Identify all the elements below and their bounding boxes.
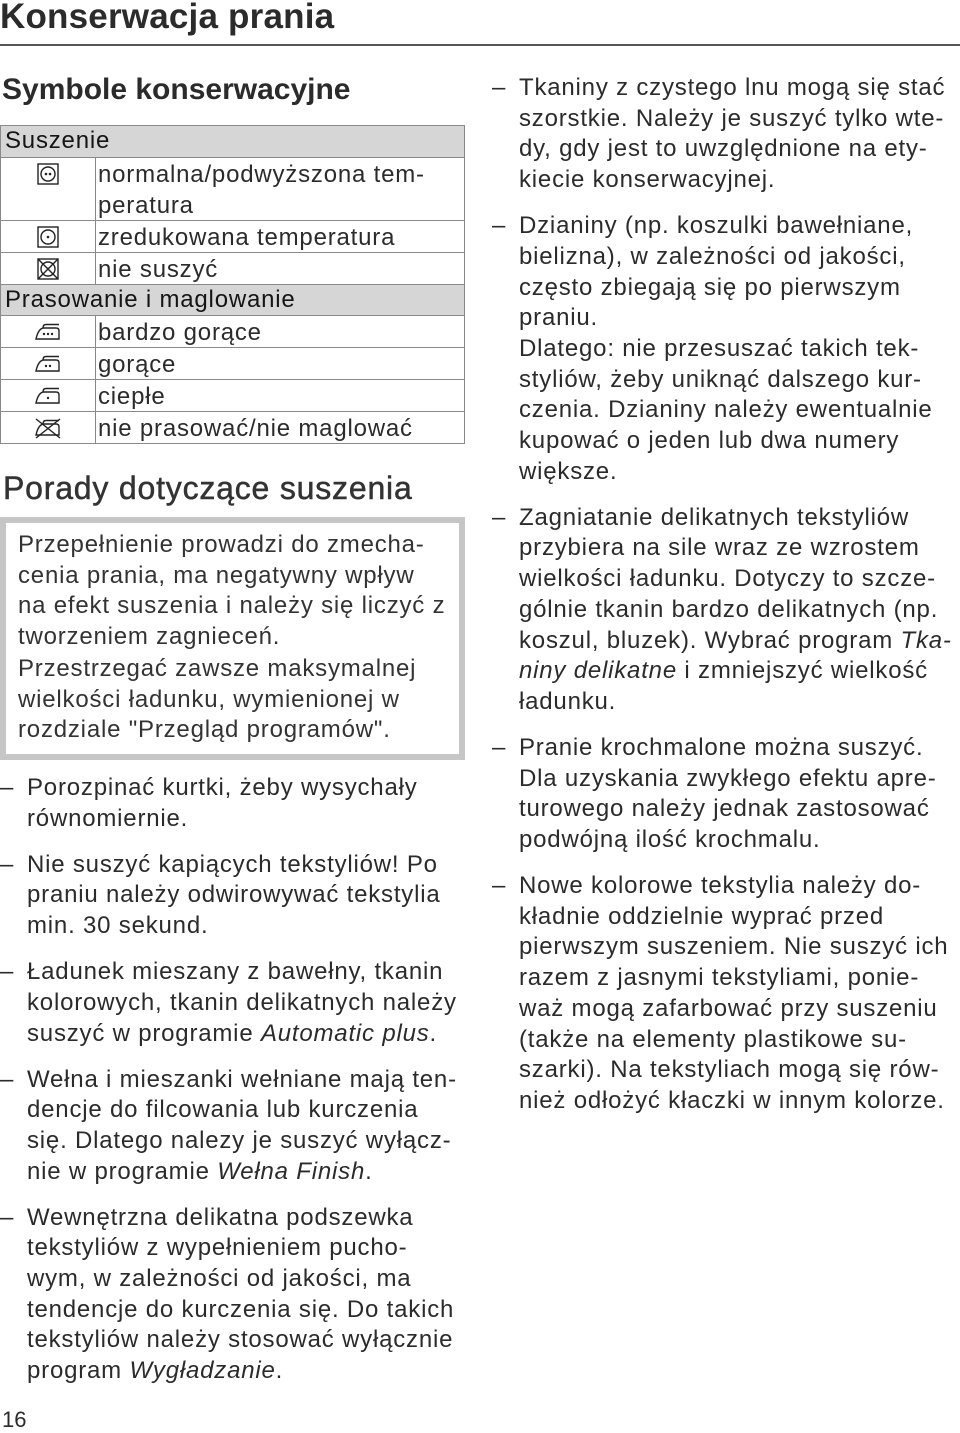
text-line: Porozpinać kurtki, żeby wysychały — [27, 774, 418, 801]
symbol-description — [96, 221, 395, 252]
text-line: Nie suszyć kapiących tekstyliów! Po — [27, 850, 438, 878]
tip-paragraph — [27, 1203, 454, 1387]
symbol-group-header — [1, 126, 464, 157]
tip-text — [27, 957, 457, 1049]
symbol-description — [96, 316, 262, 347]
symbol-description — [96, 380, 166, 411]
notice-line: cenia prania, ma negatywny wpływ — [18, 561, 415, 589]
tip-paragraph — [27, 1065, 457, 1188]
drying-tips-list-left — [0, 773, 482, 1402]
symbol-row — [1, 315, 464, 347]
tip-item — [0, 850, 482, 942]
text-line: Nowe kolorowe tekstylia należy do- — [519, 872, 922, 900]
do-not-tumble-dry-icon — [1, 253, 96, 284]
text-line: Dla uzyskania zwykłego efektu apre- — [519, 764, 937, 792]
notice-paragraph — [18, 530, 451, 653]
text-line: Dzianiny (np. koszulki bawełniane, — [519, 212, 914, 240]
symbol-description-line: normalna/podwyższona tem- — [98, 161, 425, 188]
text-line: Wewnętrzna delikatna podszewka — [27, 1203, 414, 1231]
tip-item — [0, 957, 482, 1049]
page-title: Konserwacja prania — [0, 0, 335, 36]
text-line: bielizna), w zależności od jakości, — [519, 242, 906, 270]
text-line — [27, 1157, 457, 1188]
text-line: przybiera na sile wraz ze wzrostem — [519, 534, 920, 562]
text-line: dy, gdy jest to uwzględnione na ety- — [519, 135, 928, 163]
text-segment: i zmniejszyć wielkość — [676, 657, 928, 685]
text-line: razem z jasnymi tekstyliami, ponie- — [519, 964, 920, 992]
notice-line: wielkości ładunku, wymienionej w — [18, 685, 400, 713]
dash-bullet: – — [0, 1203, 15, 1231]
tip-paragraph — [519, 503, 952, 718]
text-line: podwójną ilość krochmalu. — [519, 826, 821, 854]
tip-paragraph — [519, 73, 945, 196]
tip-paragraph — [27, 773, 418, 834]
text-line: wym, w zależności od jakości, ma — [27, 1265, 412, 1293]
text-line: szarki). Na tekstyliach mogą się rów- — [519, 1056, 940, 1084]
notice-line: tworzeniem zagnieceń. — [18, 623, 281, 651]
tip-paragraph — [519, 733, 937, 856]
iron-low-icon — [1, 380, 96, 411]
text-line: większe. — [519, 457, 618, 485]
dash-bullet: – — [492, 74, 507, 101]
symbol-group-title: Suszenie — [5, 127, 111, 154]
text-line: Pranie krochmalone można suszyć. — [519, 733, 924, 761]
tumble-dry-normal-icon — [1, 158, 96, 220]
text-line: tendencje do kurczenia się. Do takich — [27, 1295, 455, 1323]
text-line: styliów, żeby uniknąć dalszego kur- — [519, 365, 922, 393]
text-segment: . — [365, 1157, 373, 1185]
text-line: czenia. Dzianiny należy ewentualnie — [519, 396, 933, 424]
emphasized-text: Wełna Finish — [217, 1157, 366, 1185]
notice-line: na efekt suszenia i należy się liczyć z — [18, 592, 446, 620]
text-line: kolorowych, tkanin delikatnych należy — [27, 988, 457, 1016]
text-line: waż mogą zafarbować przy suszeniu — [519, 994, 938, 1022]
tip-text — [27, 850, 441, 942]
emphasized-text: Tka- — [900, 626, 952, 654]
dash-bullet: – — [492, 503, 507, 531]
symbol-description-line: nie suszyć — [98, 256, 219, 283]
emphasized-text: niny delikatne — [519, 657, 677, 685]
tip-item — [492, 733, 960, 856]
page-number: 16 — [2, 1407, 27, 1432]
tip-text — [519, 871, 948, 1117]
title-divider — [0, 44, 960, 46]
tip-item — [492, 211, 960, 487]
text-line — [519, 656, 952, 687]
text-line — [27, 1019, 457, 1050]
text-line: gólnie tkanin bardzo delikatnych (np. — [519, 595, 939, 623]
emphasized-text: Automatic plus — [260, 1019, 430, 1047]
text-line: się. Dlatego nalezy je suszyć wyłącz- — [27, 1126, 452, 1154]
text-line: Ładunek mieszany z bawełny, tkanin — [27, 958, 444, 986]
care-symbols-table — [0, 125, 465, 444]
tip-text — [27, 1203, 454, 1387]
symbol-description-line: nie prasować/nie maglować — [98, 415, 413, 442]
tip-paragraph — [27, 957, 457, 1049]
text-line: wielkości ładunku. Dotyczy to szcze- — [519, 565, 936, 593]
text-line: Zagniatanie delikatnych tekstyliów — [519, 503, 910, 531]
tip-item — [492, 871, 960, 1117]
iron-medium-icon — [1, 348, 96, 379]
symbol-description — [96, 348, 176, 379]
text-segment: . — [275, 1357, 284, 1385]
do-not-iron-icon — [1, 412, 96, 443]
tip-item — [492, 73, 960, 196]
tip-item — [0, 1065, 482, 1188]
text-line: Tkaniny z czystego lnu mogą się stać — [519, 74, 946, 101]
dash-bullet: – — [0, 850, 15, 878]
tip-paragraph — [519, 871, 948, 1117]
drying-tips-list-right — [492, 73, 960, 1132]
symbol-row — [1, 220, 464, 252]
text-line: (także na elementy plastikowe su- — [519, 1025, 907, 1053]
text-line: ładunku. — [519, 687, 617, 715]
text-line: praniu. — [519, 304, 598, 332]
tip-paragraph — [27, 850, 441, 942]
overload-notice-box — [0, 517, 465, 760]
tip-item — [0, 773, 482, 834]
tip-text — [27, 773, 418, 834]
symbol-group-title: Prasowanie i maglowanie — [5, 286, 296, 313]
symbol-description — [96, 158, 425, 220]
text-line — [27, 1356, 454, 1387]
text-line: szorstkie. Należy je suszyć tylko wte- — [519, 104, 945, 132]
text-line — [519, 626, 952, 657]
symbol-description-line: ciepłe — [98, 383, 166, 410]
tip-text — [519, 211, 933, 487]
tumble-dry-reduced-icon — [1, 221, 96, 252]
symbol-row — [1, 252, 464, 284]
notice-line: rozdziale "Przegląd programów". — [18, 716, 391, 744]
tip-text — [519, 503, 952, 718]
symbol-description — [96, 412, 413, 443]
tip-text — [519, 73, 945, 196]
symbol-row — [1, 157, 464, 220]
text-segment: nie w programie — [27, 1157, 218, 1185]
symbol-group-header — [1, 284, 464, 315]
text-line: kładnie oddzielnie wyprać przed — [519, 902, 884, 930]
tip-text — [27, 1065, 457, 1188]
symbol-description-line: zredukowana temperatura — [98, 224, 396, 251]
text-segment: koszul, bluzek). Wybrać program — [519, 626, 901, 654]
text-line: równomiernie. — [27, 804, 189, 832]
symbol-row — [1, 379, 464, 411]
text-line: często zbiegają się po pierwszym — [519, 273, 901, 301]
text-line: dencje do filcowania lub kurczenia — [27, 1096, 419, 1124]
tip-paragraph — [519, 334, 933, 488]
symbol-description-line: gorące — [98, 351, 177, 378]
iron-high-icon — [1, 316, 96, 347]
tip-item — [0, 1203, 482, 1387]
text-line: tekstyliów należy stosować wyłącznie — [27, 1326, 454, 1354]
drying-tips-heading: Porady dotyczące suszenia — [3, 470, 413, 506]
text-line: Dlatego: nie przesuszać takich tek- — [519, 334, 920, 362]
text-segment: suszyć w programie — [27, 1019, 261, 1047]
tip-text — [519, 733, 937, 856]
symbol-row — [1, 347, 464, 379]
dash-bullet: – — [0, 958, 15, 986]
symbol-description-line: peratura — [98, 192, 194, 219]
text-line: nież odłożyć kłaczki w innym kolorze. — [519, 1086, 945, 1114]
text-segment: program — [27, 1357, 130, 1385]
tip-paragraph — [519, 211, 933, 334]
emphasized-text: Wygładzanie — [129, 1357, 276, 1385]
dash-bullet: – — [0, 774, 15, 801]
notice-paragraph — [18, 654, 451, 746]
notice-line: Przepełnienie prowadzi do zmecha- — [18, 531, 425, 558]
text-line: turowego należy jednak zastosować — [519, 795, 930, 823]
text-line: Wełna i mieszanki wełniane mają ten- — [27, 1065, 457, 1093]
text-line: tekstyliów z wypełnieniem pucho- — [27, 1234, 408, 1262]
text-line: kiecie konserwacyjnej. — [519, 166, 776, 194]
dash-bullet: – — [492, 733, 507, 761]
text-line: kupować o jeden lub dwa numery — [519, 427, 900, 455]
notice-line: Przestrzegać zawsze maksymalnej — [18, 654, 417, 682]
care-symbols-heading: Symbole konserwacyjne — [2, 73, 351, 106]
text-line: praniu należy odwirowywać tekstylia — [27, 881, 441, 909]
symbol-description-line: bardzo gorące — [98, 319, 262, 346]
dash-bullet: – — [492, 212, 507, 240]
symbol-row — [1, 411, 464, 443]
tip-item — [492, 503, 960, 718]
text-line: min. 30 sekund. — [27, 912, 209, 940]
dash-bullet: – — [0, 1065, 15, 1093]
dash-bullet: – — [492, 872, 507, 900]
symbol-description — [96, 253, 218, 284]
text-line: pierwszym suszeniem. Nie suszyć ich — [519, 933, 949, 961]
text-segment: . — [429, 1019, 438, 1047]
